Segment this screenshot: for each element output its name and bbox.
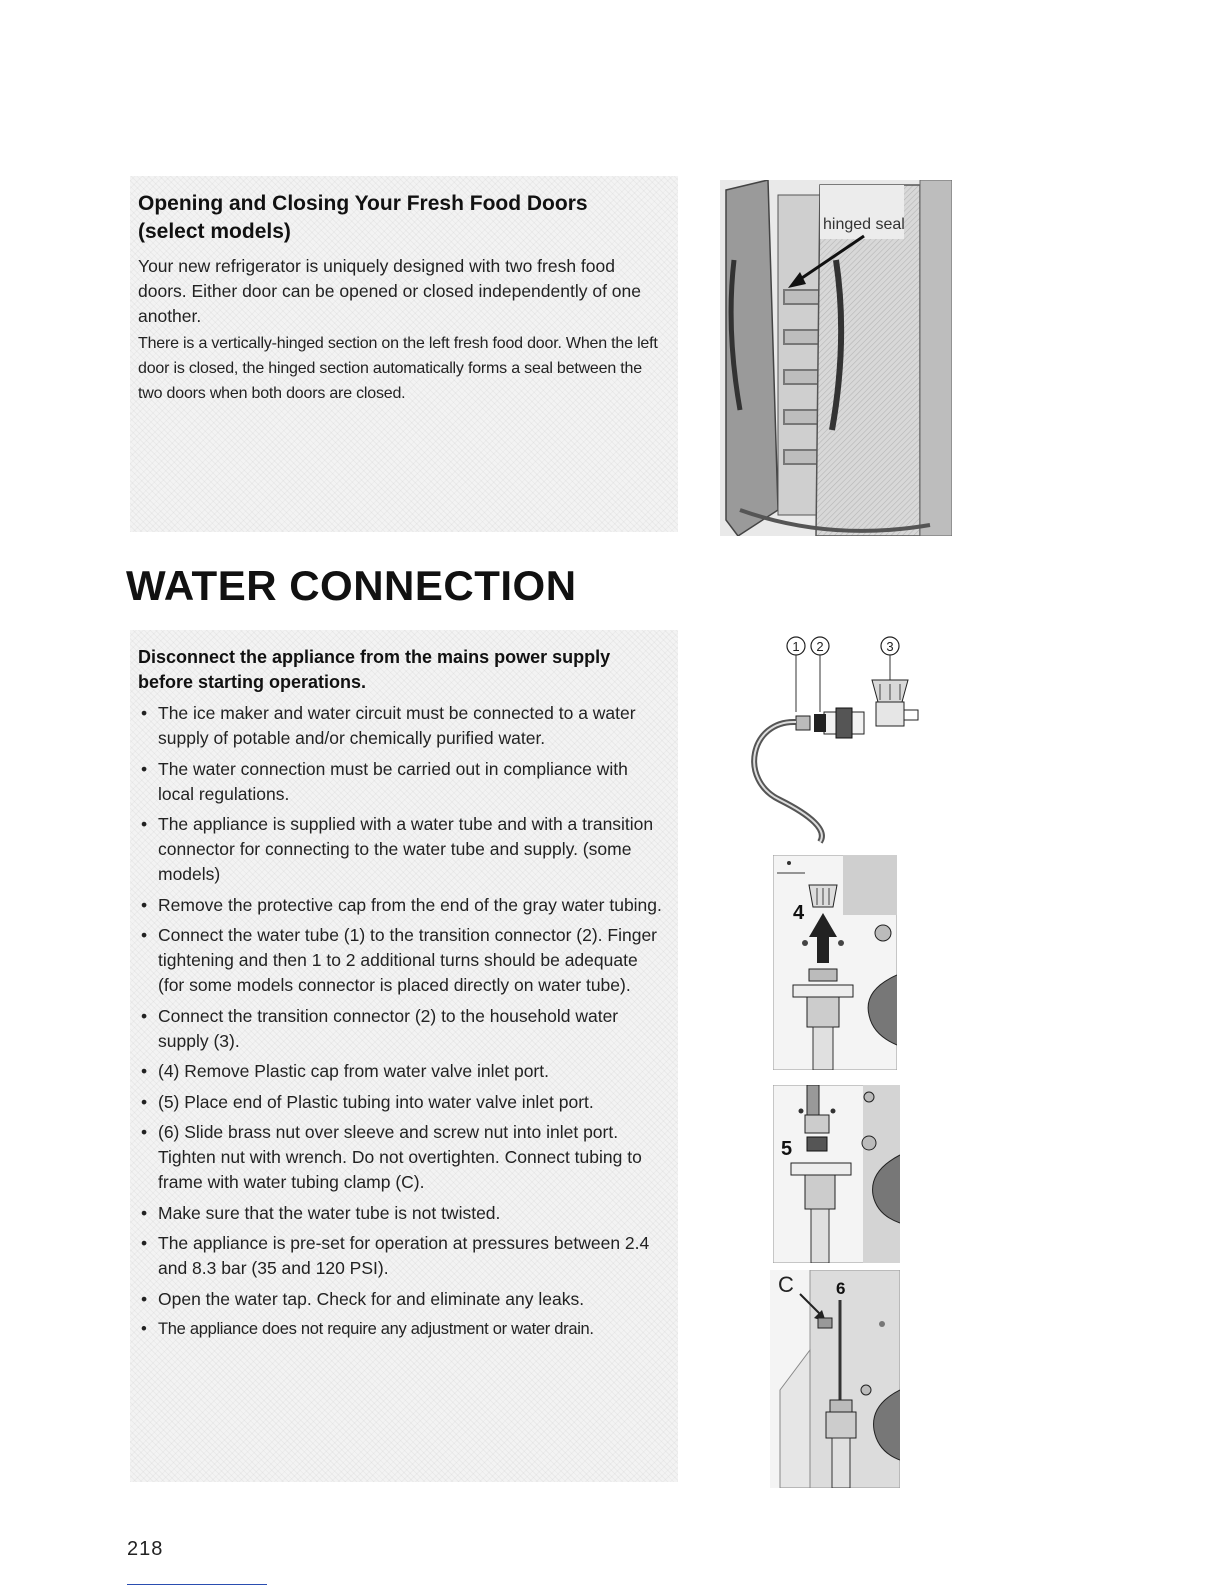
water-connection-heading: WATER CONNECTION [126, 562, 577, 609]
list-item [138, 701, 668, 751]
step-4-label: 4 [793, 902, 805, 924]
list-item [138, 1317, 668, 1342]
list-item-text: (6) Slide brass nut over sleeve and screw nut into inlet port. Tighten nut with wrench. Do not overtighten. Connect tubing to frame with water tubing clamp (C). [158, 1122, 642, 1192]
doors-paragraph-2: There is a vertically-hinged section on the left fresh food door. When the left door is closed, the hinged section automatically forms a seal between the two doors when both doors are closed. [138, 335, 658, 402]
part-3-label: 3 [886, 639, 894, 654]
bullet-icon: • [141, 1288, 148, 1309]
part-2-label: 2 [816, 639, 824, 654]
list-item-text: (5) Place end of Plastic tubing into water valve inlet port. [158, 1091, 594, 1112]
power-warning: Disconnect the appliance from the mains power supply before starting operations. [138, 647, 611, 692]
list-item [138, 1287, 668, 1312]
list-item [138, 1231, 668, 1281]
list-item-text: The appliance is supplied with a water tube and with a transition connector for connecting to the water tube and supply. (some models) [158, 814, 654, 884]
bullet-icon: • [141, 894, 148, 915]
list-item [138, 1201, 668, 1226]
clamp-c-label: C [778, 1272, 794, 1297]
bullet-icon: • [141, 1091, 148, 1112]
step-5-label: 5 [781, 1138, 793, 1160]
bullet-icon: • [141, 1005, 148, 1026]
list-item [138, 1004, 668, 1054]
hinged-seal-label: hinged seal [823, 216, 905, 233]
list-item-text: Connect the transition connector (2) to the household water supply (3). [158, 1005, 619, 1051]
list-item-text: The water connection must be carried out in compliance with local regulations. [158, 758, 628, 804]
water-instructions-list [138, 701, 668, 1348]
list-item [138, 757, 668, 807]
fridge-hinged-seal-illustration [720, 180, 952, 536]
list-item [138, 893, 668, 918]
list-item [138, 1120, 668, 1195]
bullet-icon: • [141, 925, 148, 945]
list-item-text: Open the water tap. Check for and eliminate any leaks. [158, 1288, 585, 1309]
bullet-icon: • [141, 1061, 148, 1081]
list-item [138, 1059, 668, 1084]
step-5-insert-tubing-illustration [773, 1085, 900, 1263]
bullet-icon: • [141, 703, 148, 723]
doors-paragraph-1: Your new refrigerator is uniquely designed with two fresh food doors. Either door can be opened or closed independently of one another. [138, 256, 641, 326]
bullet-icon: • [141, 1233, 148, 1253]
water-connector-diagram [740, 630, 930, 850]
bullet-icon: • [141, 758, 148, 779]
bullet-icon: • [141, 814, 148, 834]
list-item-text: (4) Remove Plastic cap from water valve inlet port. [158, 1061, 549, 1081]
list-item-text: Remove the protective cap from the end of the gray water tubing. [158, 894, 662, 915]
list-item-text: The appliance is pre-set for operation at pressures between 2.4 and 8.3 bar (35 and 120 PSI). [158, 1233, 650, 1278]
step-6-label: 6 [836, 1279, 846, 1298]
list-item-text: The ice maker and water circuit must be connected to a water supply of potable and/or chemically purified water. [158, 703, 636, 748]
list-item [138, 923, 668, 998]
list-item-text: Make sure that the water tube is not twisted. [158, 1202, 501, 1223]
step-4-remove-cap-illustration [773, 855, 897, 1070]
list-item-text: Connect the water tube (1) to the transition connector (2). Finger tightening and then 1 to 2 additional turns should be adequate (for some models connector is placed directly on water tube). [158, 925, 658, 995]
part-1-label: 1 [792, 639, 800, 654]
list-item [138, 812, 668, 887]
list-item-text: The appliance does not require any adjustment or water drain. [158, 1320, 594, 1338]
bullet-icon: • [141, 1202, 148, 1223]
doors-section-title: Opening and Closing Your Fresh Food Doors (select models) [138, 192, 588, 243]
step-6-tighten-nut-illustration [770, 1270, 900, 1488]
bullet-icon: • [141, 1122, 148, 1142]
list-item [138, 1090, 668, 1115]
bullet-icon: • [141, 1320, 147, 1338]
page-number: 218 [127, 1538, 164, 1560]
